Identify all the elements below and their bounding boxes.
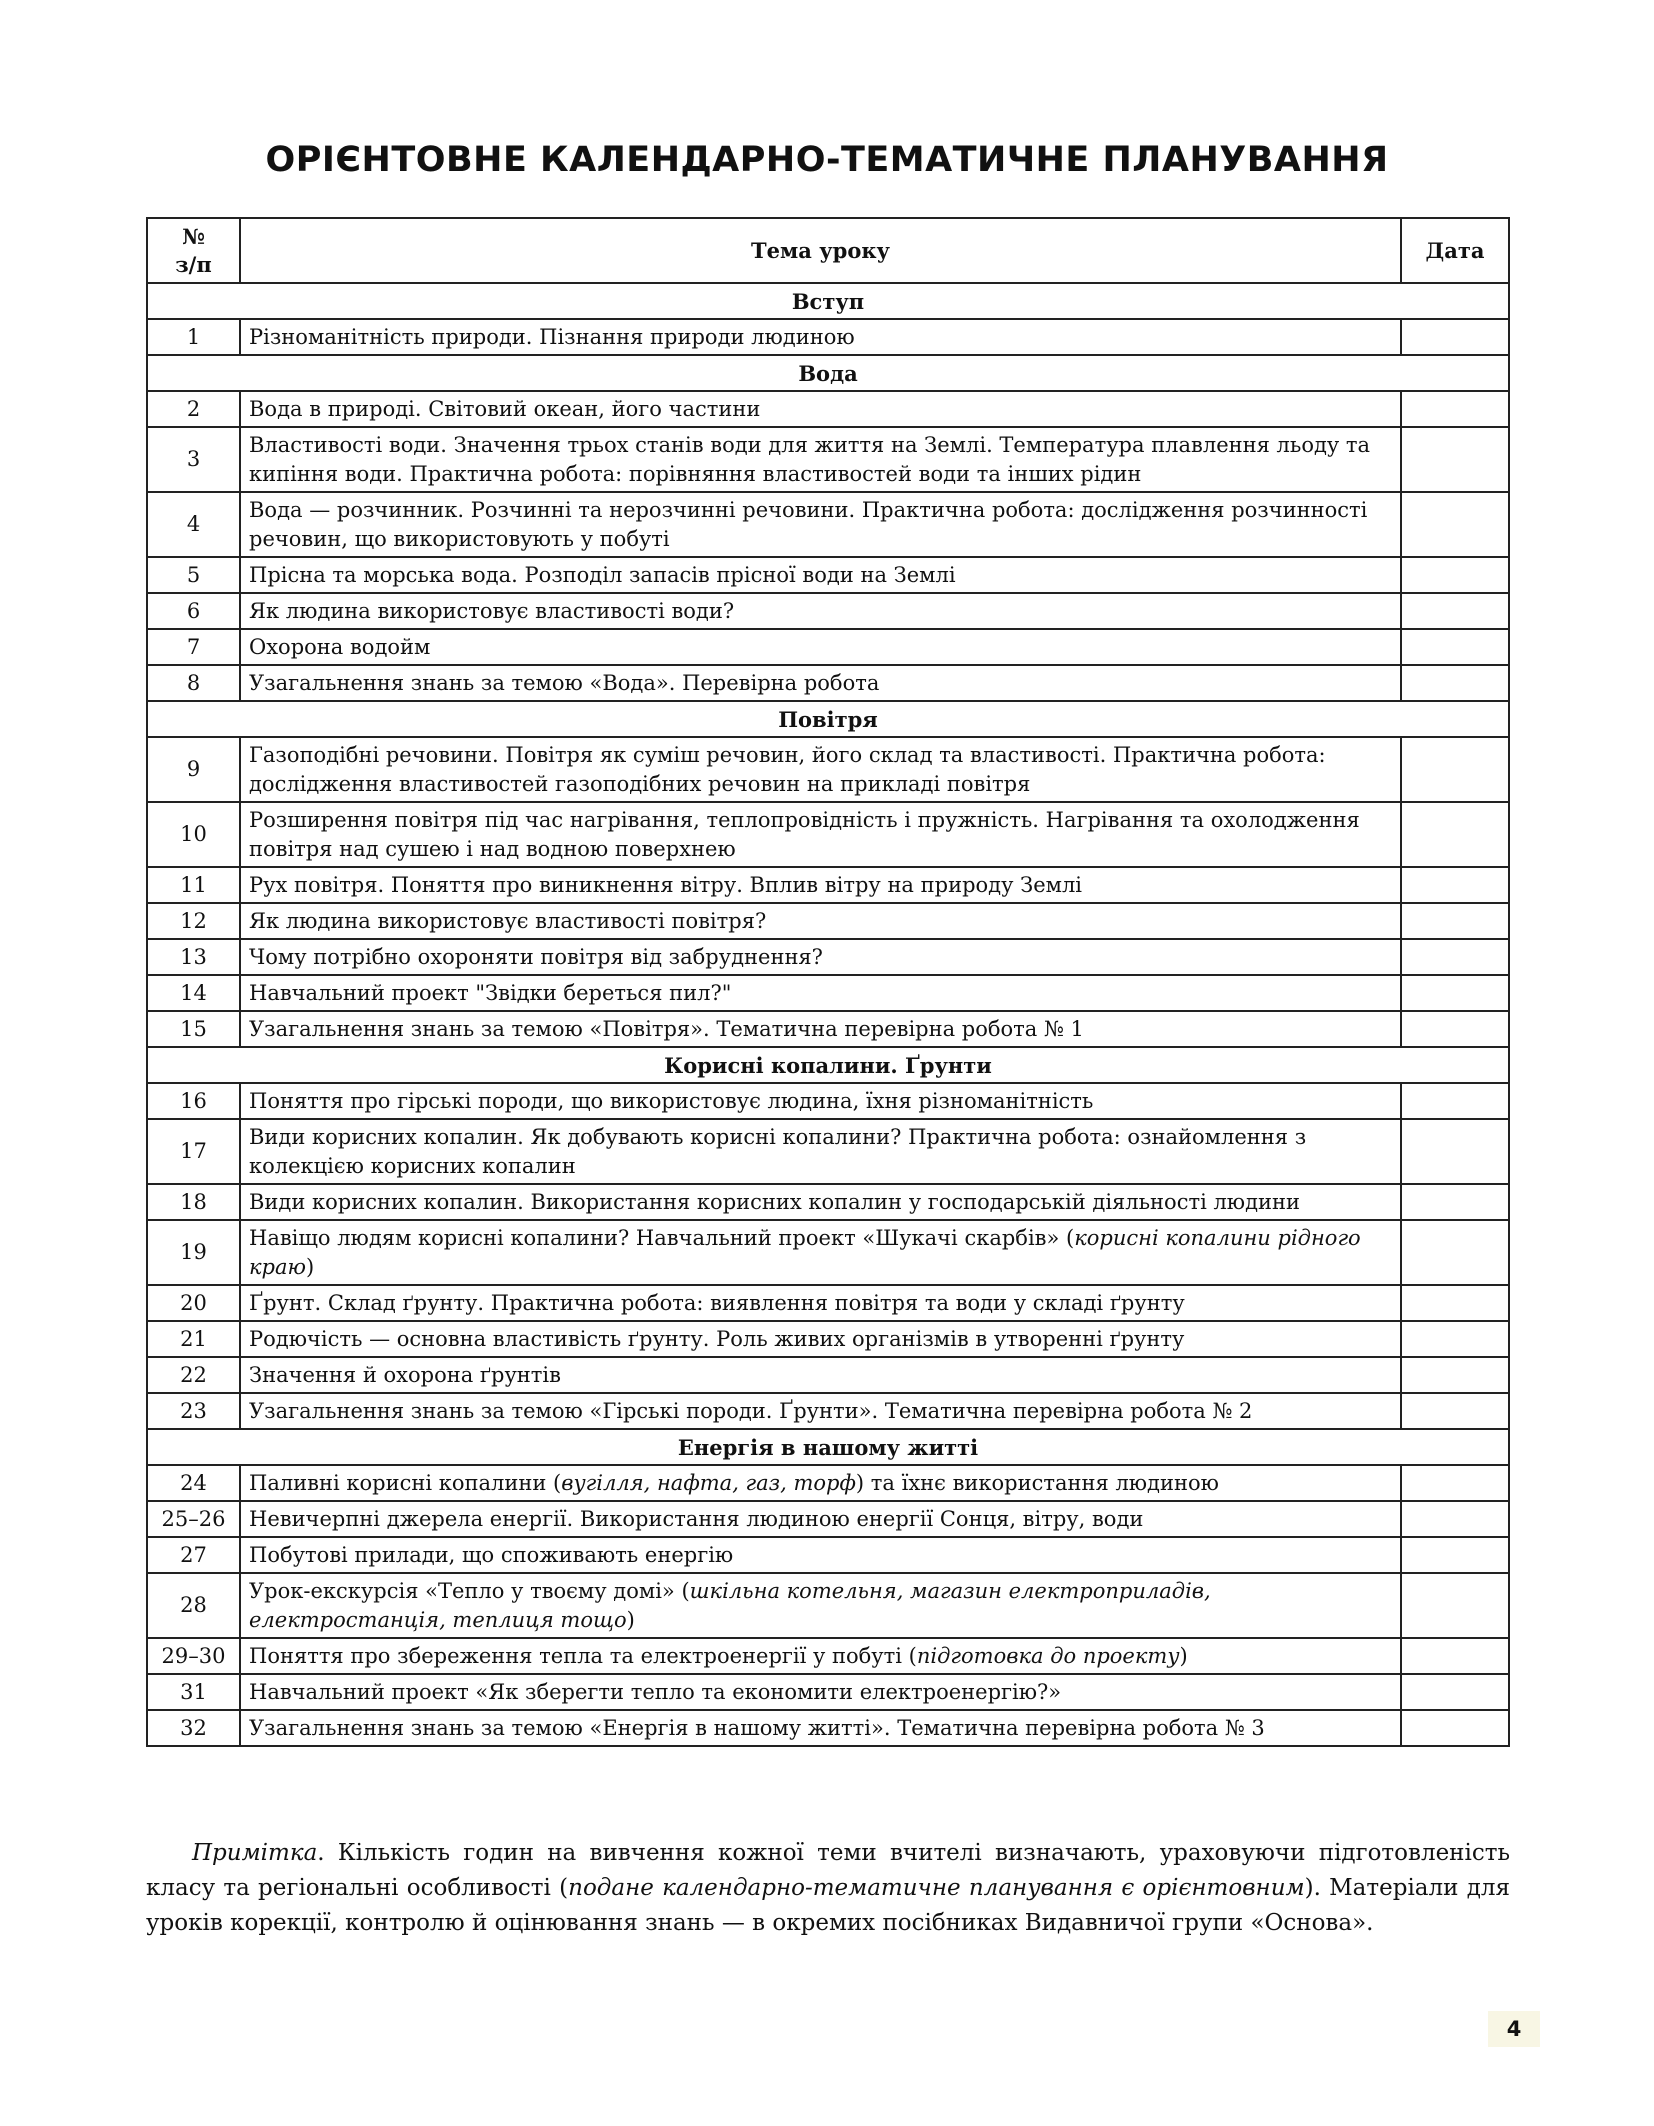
section-row [147, 355, 1509, 391]
date-cell [1401, 1220, 1509, 1285]
lesson-number: 6 [147, 593, 240, 629]
topic-text: Як людина використовує властивості води? [249, 599, 735, 623]
topic-text: Навчальний проект «Як зберегти тепло та економити електроенергію?» [249, 1680, 1062, 1704]
table-row [147, 1184, 1509, 1220]
table-row [147, 1083, 1509, 1119]
note-paragraph [146, 1836, 1510, 1941]
topic-text: Поняття про гірські породи, що використовує людина, їхня різноманітність [249, 1089, 1094, 1113]
lesson-topic [240, 1083, 1401, 1119]
table-body [147, 283, 1509, 1746]
lesson-topic [240, 1220, 1401, 1285]
lesson-topic [240, 427, 1401, 492]
lesson-topic [240, 939, 1401, 975]
lesson-number: 20 [147, 1285, 240, 1321]
topic-text: Як людина використовує властивості повітря? [249, 909, 767, 933]
date-cell [1401, 867, 1509, 903]
lesson-number: 7 [147, 629, 240, 665]
lesson-topic [240, 975, 1401, 1011]
date-cell [1401, 1537, 1509, 1573]
lesson-topic [240, 737, 1401, 802]
topic-text: Невичерпні джерела енергії. Використання людиною енергії Сонця, вітру, води [249, 1507, 1144, 1531]
page-title: ОРІЄНТОВНЕ КАЛЕНДАРНО-ТЕМАТИЧНЕ ПЛАНУВАННЯ [265, 140, 1389, 180]
topic-text: Узагальнення знань за темою «Гірські породи. Ґрунти». Тематична перевірна робота № 2 [249, 1399, 1253, 1423]
section-row [147, 701, 1509, 737]
table-row [147, 867, 1509, 903]
date-cell [1401, 903, 1509, 939]
topic-text: Різноманітність природи. Пізнання природи людиною [249, 325, 855, 349]
header-number-symbol: № [182, 223, 205, 249]
date-cell [1401, 319, 1509, 355]
lesson-topic [240, 593, 1401, 629]
lesson-number: 9 [147, 737, 240, 802]
header-number [147, 218, 240, 283]
lesson-number: 32 [147, 1710, 240, 1746]
table-row [147, 802, 1509, 867]
header-topic: Тема уроку [240, 218, 1401, 283]
lesson-topic [240, 629, 1401, 665]
topic-text: Урок-екскурсія «Тепло у твоєму домі» ( [249, 1578, 690, 1603]
lesson-number: 1 [147, 319, 240, 355]
section-row [147, 1047, 1509, 1083]
lesson-number: 8 [147, 665, 240, 701]
section-title: Корисні копалини. Ґрунти [147, 1047, 1509, 1083]
topic-text: Значення й охорона ґрунтів [249, 1363, 561, 1387]
topic-italic-text: підготовка до проекту [916, 1644, 1180, 1668]
topic-text: Охорона водойм [249, 635, 431, 659]
lesson-number: 13 [147, 939, 240, 975]
table-row [147, 1573, 1509, 1638]
date-cell [1401, 1501, 1509, 1537]
lesson-topic [240, 1357, 1401, 1393]
date-cell [1401, 557, 1509, 593]
lesson-topic [240, 1638, 1401, 1674]
topic-text: Узагальнення знань за темою «Енергія в нашому житті». Тематична перевірна робота № 3 [249, 1716, 1265, 1740]
lesson-number: 16 [147, 1083, 240, 1119]
topic-text: Узагальнення знань за темою «Повітря». Тематична перевірна робота № 1 [249, 1017, 1084, 1041]
lesson-topic [240, 492, 1401, 557]
lesson-number: 10 [147, 802, 240, 867]
lesson-topic [240, 1674, 1401, 1710]
lesson-topic [240, 391, 1401, 427]
table-row [147, 1465, 1509, 1501]
lesson-number: 19 [147, 1220, 240, 1285]
lesson-topic [240, 1573, 1401, 1638]
lesson-number: 21 [147, 1321, 240, 1357]
table-row [147, 427, 1509, 492]
lesson-number: 15 [147, 1011, 240, 1047]
table-row [147, 593, 1509, 629]
lesson-number: 2 [147, 391, 240, 427]
lesson-topic [240, 867, 1401, 903]
lesson-topic [240, 802, 1401, 867]
date-cell [1401, 1083, 1509, 1119]
lesson-topic [240, 557, 1401, 593]
table-row [147, 557, 1509, 593]
table-row [147, 903, 1509, 939]
table-row [147, 1674, 1509, 1710]
table-row [147, 1710, 1509, 1746]
date-cell [1401, 802, 1509, 867]
date-cell [1401, 1465, 1509, 1501]
topic-text: ) [306, 1254, 315, 1279]
date-cell [1401, 737, 1509, 802]
table-header-row [147, 218, 1509, 283]
topic-text: ) та їхнє використання людиною [855, 1471, 1219, 1495]
topic-text: Чому потрібно охороняти повітря від забруднення? [249, 945, 823, 969]
table-row [147, 737, 1509, 802]
topic-text: Газоподібні речовини. Повітря як суміш речовин, його склад та властивості. Практична робота: дослідження властивостей газоподібних речовин на прикладі повітря [249, 742, 1326, 796]
topic-text: Вода — розчинник. Розчинні та нерозчинні речовини. Практична робота: дослідження розчинності речовин, що використовують у побуті [249, 497, 1368, 551]
date-cell [1401, 665, 1509, 701]
topic-italic-text: корисні копалини рідного краю [249, 1225, 1361, 1279]
note-italic: подане календарно-тематичне планування є орієнтовним [568, 1875, 1305, 1901]
table-row [147, 629, 1509, 665]
date-cell [1401, 1285, 1509, 1321]
date-cell [1401, 1119, 1509, 1184]
page-number: 4 [1488, 2011, 1540, 2047]
lesson-topic [240, 1184, 1401, 1220]
table-row [147, 319, 1509, 355]
lesson-number: 31 [147, 1674, 240, 1710]
lesson-number: 23 [147, 1393, 240, 1429]
lesson-topic [240, 1501, 1401, 1537]
lesson-number: 22 [147, 1357, 240, 1393]
topic-text: Ґрунт. Склад ґрунту. Практична робота: виявлення повітря та води у складі ґрунту [249, 1291, 1185, 1315]
lesson-number: 27 [147, 1537, 240, 1573]
topic-text: Прісна та морська вода. Розподіл запасів прісної води на Землі [249, 563, 956, 587]
table-row [147, 1501, 1509, 1537]
table-row [147, 1638, 1509, 1674]
topic-italic-text: шкільна котельня, магазин електроприладів, електростанція, теплиця тощо [249, 1578, 1211, 1632]
table-row [147, 1537, 1509, 1573]
topic-text: Рух повітря. Поняття про виникнення вітру. Вплив вітру на природу Землі [249, 873, 1083, 897]
lesson-number: 18 [147, 1184, 240, 1220]
table-row [147, 1321, 1509, 1357]
table-row [147, 1357, 1509, 1393]
table-row [147, 492, 1509, 557]
topic-text: Види корисних копалин. Як добувають корисні копалини? Практична робота: ознайомлення з колекцією корисних копалин [249, 1124, 1307, 1178]
lesson-topic [240, 1285, 1401, 1321]
lesson-number: 3 [147, 427, 240, 492]
section-row [147, 283, 1509, 319]
date-cell [1401, 1321, 1509, 1357]
section-title: Вступ [147, 283, 1509, 319]
date-cell [1401, 1573, 1509, 1638]
date-cell [1401, 492, 1509, 557]
lesson-number: 11 [147, 867, 240, 903]
topic-text: Родючість — основна властивість ґрунту. Роль живих організмів в утворенні ґрунту [249, 1327, 1185, 1351]
topic-text: Навчальний проект "Звідки береться пил?" [249, 981, 732, 1005]
topic-text: ) [626, 1607, 635, 1632]
topic-text: Паливні корисні копалини ( [249, 1471, 562, 1495]
topic-text: ) [1179, 1644, 1188, 1668]
note-label: Примітка [192, 1840, 318, 1866]
section-title: Повітря [147, 701, 1509, 737]
date-cell [1401, 1184, 1509, 1220]
section-title: Енергія в нашому житті [147, 1429, 1509, 1465]
topic-text: Поняття про збереження тепла та електроенергії у побуті ( [249, 1644, 917, 1668]
topic-text: Узагальнення знань за темою «Вода». Перевірна робота [249, 671, 880, 695]
date-cell [1401, 1710, 1509, 1746]
table-row [147, 1220, 1509, 1285]
topic-text: Навіщо людям корисні копалини? Навчальний проект «Шукачі скарбів» ( [249, 1225, 1075, 1250]
table-row [147, 1285, 1509, 1321]
note-text-1: . Кількість годин на вивчення кожної теми вчителі визначають, ураховуючи підготовленість класу та регіональні особливості ( [146, 1840, 1510, 1901]
date-cell [1401, 1357, 1509, 1393]
lesson-number: 25–26 [147, 1501, 240, 1537]
lesson-topic [240, 1011, 1401, 1047]
header-date: Дата [1401, 218, 1509, 283]
topic-text: Властивості води. Значення трьох станів води для життя на Землі. Температура плавлення льоду та кипіння води. Практична робота: порівняння властивостей води та інших рідин [249, 432, 1371, 486]
lesson-topic [240, 1465, 1401, 1501]
header-number-abbr: з/п [175, 251, 212, 277]
lesson-number: 5 [147, 557, 240, 593]
lesson-topic [240, 665, 1401, 701]
date-cell [1401, 391, 1509, 427]
lesson-topic [240, 1119, 1401, 1184]
date-cell [1401, 1638, 1509, 1674]
table-row [147, 1393, 1509, 1429]
lesson-number: 29–30 [147, 1638, 240, 1674]
note-text-2: ). Матеріали для уроків корекції, контролю й оцінювання знань — в окремих посібниках Видавничої групи «Основа». [146, 1875, 1510, 1936]
date-cell [1401, 593, 1509, 629]
lesson-topic [240, 1321, 1401, 1357]
lesson-topic [240, 1537, 1401, 1573]
date-cell [1401, 1674, 1509, 1710]
lesson-topic [240, 319, 1401, 355]
section-title: Вода [147, 355, 1509, 391]
lesson-number: 14 [147, 975, 240, 1011]
lesson-topic [240, 903, 1401, 939]
topic-text: Види корисних копалин. Використання корисних копалин у господарській діяльності людини [249, 1190, 1301, 1214]
date-cell [1401, 1011, 1509, 1047]
topic-text: Побутові прилади, що споживають енергію [249, 1543, 734, 1567]
date-cell [1401, 1393, 1509, 1429]
topic-italic-text: вугілля, нафта, газ, торф [561, 1471, 856, 1495]
table-row [147, 1011, 1509, 1047]
date-cell [1401, 629, 1509, 665]
topic-text: Вода в природі. Світовий океан, його частини [249, 397, 761, 421]
table-row [147, 939, 1509, 975]
lesson-topic [240, 1710, 1401, 1746]
date-cell [1401, 939, 1509, 975]
lesson-plan-table [146, 217, 1510, 1747]
lesson-number: 28 [147, 1573, 240, 1638]
date-cell [1401, 975, 1509, 1011]
table-row [147, 975, 1509, 1011]
table-row [147, 665, 1509, 701]
lesson-number: 17 [147, 1119, 240, 1184]
lesson-number: 4 [147, 492, 240, 557]
topic-text: Розширення повітря під час нагрівання, теплопровідність і пружність. Нагрівання та охолодження повітря над сушею і над водною поверхнею [249, 807, 1360, 861]
lesson-number: 12 [147, 903, 240, 939]
table-row [147, 1119, 1509, 1184]
lesson-number: 24 [147, 1465, 240, 1501]
lesson-topic [240, 1393, 1401, 1429]
section-row [147, 1429, 1509, 1465]
date-cell [1401, 427, 1509, 492]
table-row [147, 391, 1509, 427]
